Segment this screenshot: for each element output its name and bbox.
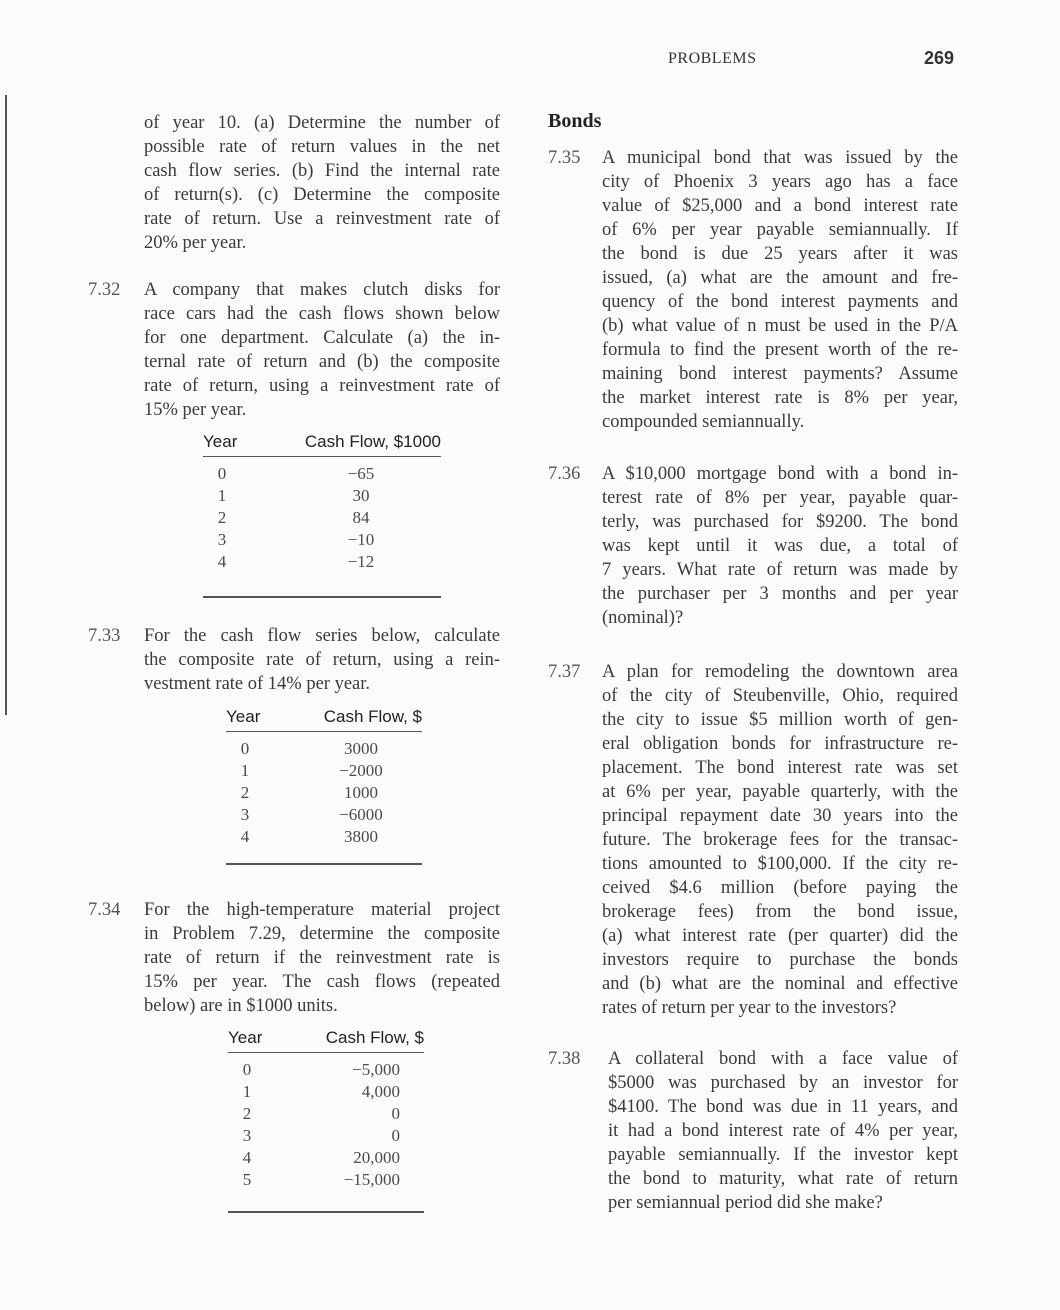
cash-flow-cell: 4,000 bbox=[361, 1082, 400, 1101]
cash-flow-cell: 1000 bbox=[344, 783, 378, 802]
year-cell: 1 bbox=[242, 1082, 252, 1101]
text-line: the purchaser per 3 months and per year bbox=[602, 584, 958, 604]
cash-flow-cell: 30 bbox=[352, 486, 370, 505]
table-row bbox=[226, 782, 422, 804]
text-line: A municipal bond that was issued by the bbox=[602, 148, 958, 168]
table-bottom-rule bbox=[228, 1211, 424, 1213]
problem-7-33-text bbox=[144, 624, 500, 696]
year-cell: 4 bbox=[242, 1148, 252, 1167]
text-line: value of $25,000 and a bond interest rate bbox=[602, 196, 958, 216]
text-line: $5000 was purchased by an investor for bbox=[608, 1073, 958, 1093]
text-line: (nominal)? bbox=[602, 608, 684, 628]
table-row bbox=[228, 1169, 424, 1191]
year-cell: 4 bbox=[240, 827, 250, 846]
running-header: PROBLEMS bbox=[668, 50, 757, 67]
column-header: Year bbox=[203, 432, 241, 457]
problem-number: 7.38 bbox=[548, 1049, 581, 1069]
text-line: compounded semiannually. bbox=[602, 412, 805, 432]
text-line: terly, was purchased for $9200. The bond bbox=[602, 512, 958, 532]
text-line: the bond is due 25 years after it was bbox=[602, 244, 958, 264]
table-row bbox=[228, 1125, 424, 1147]
text-line: rates of return per year to the investors? bbox=[602, 998, 897, 1018]
text-line: city of Phoenix 3 years ago has a face bbox=[602, 172, 958, 192]
text-line: per semiannual period did she make? bbox=[608, 1193, 883, 1213]
text-line: A plan for remodeling the downtown area bbox=[602, 662, 958, 682]
text-line: below) are in $1000 units. bbox=[144, 996, 338, 1016]
problem-number: 7.35 bbox=[548, 148, 581, 168]
column-header: Cash Flow, $1000 bbox=[241, 432, 441, 457]
text-line: the market interest rate is 8% per year, bbox=[602, 388, 958, 408]
problem-7-34-text bbox=[144, 898, 500, 1018]
text-line: rate of return if the reinvestment rate is bbox=[144, 948, 500, 968]
cash-flow-cell: −65 bbox=[347, 464, 375, 483]
cash-flow-cell: 3800 bbox=[344, 827, 378, 846]
cash-flow-cell: 0 bbox=[391, 1104, 400, 1123]
table-row bbox=[228, 1053, 424, 1082]
column-header: Year bbox=[228, 1028, 266, 1053]
table-row bbox=[228, 1147, 424, 1169]
text-line: in Problem 7.29, determine the composite bbox=[144, 924, 500, 944]
year-cell: 1 bbox=[217, 486, 227, 505]
table-row bbox=[226, 760, 422, 782]
year-cell: 5 bbox=[242, 1170, 252, 1189]
section-heading: Bonds bbox=[548, 110, 602, 132]
text-line: the bond to maturity, what rate of return bbox=[608, 1169, 958, 1189]
table-row bbox=[203, 485, 441, 507]
text-line: quency of the bond interest payments and bbox=[602, 292, 958, 312]
text-line: issued, (a) what are the amount and fre- bbox=[602, 268, 958, 288]
text-line: (a) what interest rate (per quarter) did the bbox=[602, 926, 958, 946]
cash-flow-cell: 20,000 bbox=[353, 1148, 400, 1167]
text-line: terest rate of 8% per year, payable quar- bbox=[602, 488, 958, 508]
cash-flow-table-7-32 bbox=[203, 432, 441, 573]
year-cell: 0 bbox=[240, 739, 250, 758]
table-row bbox=[203, 551, 441, 573]
text-line: A company that makes clutch disks for bbox=[144, 280, 500, 300]
problem-number: 7.33 bbox=[88, 626, 121, 646]
text-line: the city to issue $5 million worth of gen- bbox=[602, 710, 958, 730]
text-line: 15% per year. bbox=[144, 400, 247, 420]
text-line: 20% per year. bbox=[144, 233, 247, 253]
table-row bbox=[203, 507, 441, 529]
text-line: was kept until it was due, a total of bbox=[602, 536, 958, 556]
table-row bbox=[203, 529, 441, 551]
cash-flow-cell: −10 bbox=[347, 530, 375, 549]
year-cell: 3 bbox=[242, 1126, 252, 1145]
text-line: cash flow series. (b) Find the internal rate bbox=[144, 161, 500, 181]
text-line: (b) what value of n must be used in the P/A bbox=[602, 316, 958, 336]
problem-number: 7.36 bbox=[548, 464, 581, 484]
problem-7-37-text bbox=[602, 660, 958, 1020]
column-header: Year bbox=[226, 707, 264, 732]
text-line: For the cash flow series below, calculate bbox=[144, 626, 500, 646]
problem-7-38-text bbox=[608, 1047, 958, 1215]
table-bottom-rule bbox=[203, 596, 441, 598]
text-line: race cars had the cash flows shown below bbox=[144, 304, 500, 324]
column-header: Cash Flow, $ bbox=[266, 1028, 424, 1053]
cash-flow-cell: 3000 bbox=[344, 739, 378, 758]
table-row bbox=[226, 826, 422, 848]
year-cell: 4 bbox=[217, 552, 227, 571]
problem-7-31-continuation bbox=[144, 111, 500, 255]
cash-flow-table-7-33 bbox=[226, 707, 422, 848]
problem-number: 7.32 bbox=[88, 280, 121, 300]
year-cell: 3 bbox=[217, 530, 227, 549]
text-line: at 6% per year, payable quarterly, with the bbox=[602, 782, 958, 802]
table-row bbox=[228, 1081, 424, 1103]
text-line: for one department. Calculate (a) the in- bbox=[144, 328, 500, 348]
text-line: investors require to purchase the bonds bbox=[602, 950, 958, 970]
text-line: tions amounted to $100,000. If the city re- bbox=[602, 854, 958, 874]
text-line: formula to find the present worth of the re- bbox=[602, 340, 958, 360]
text-line: the composite rate of return, using a rein- bbox=[144, 650, 500, 670]
year-cell: 2 bbox=[217, 508, 227, 527]
text-line: A collateral bond with a face value of bbox=[608, 1049, 958, 1069]
table-bottom-rule bbox=[226, 863, 422, 865]
text-line: brokerage fees) from the bond issue, bbox=[602, 902, 958, 922]
text-line: it had a bond interest rate of 4% per year, bbox=[608, 1121, 958, 1141]
year-cell: 2 bbox=[242, 1104, 252, 1123]
problem-7-32-text bbox=[144, 278, 500, 422]
text-line: future. The brokerage fees for the transac- bbox=[602, 830, 958, 850]
text-line: placement. The bond interest rate was set bbox=[602, 758, 958, 778]
year-cell: 1 bbox=[240, 761, 250, 780]
page-edge-rule bbox=[5, 95, 7, 715]
text-line: principal repayment date 30 years into the bbox=[602, 806, 958, 826]
text-line: rate of return. Use a reinvestment rate of bbox=[144, 209, 500, 229]
text-line: A $10,000 mortgage bond with a bond in- bbox=[602, 464, 958, 484]
text-line: of 6% per year payable semiannually. If bbox=[602, 220, 958, 240]
text-line: ceived $4.6 million (before paying the bbox=[602, 878, 958, 898]
cash-flow-cell: −15,000 bbox=[343, 1170, 400, 1189]
table-row bbox=[228, 1103, 424, 1125]
problem-7-35-text bbox=[602, 146, 958, 434]
text-line: of return(s). (c) Determine the composite bbox=[144, 185, 500, 205]
table-row bbox=[203, 457, 441, 486]
cash-flow-table-7-34 bbox=[228, 1028, 424, 1191]
text-line: payable semiannually. If the investor kept bbox=[608, 1145, 958, 1165]
cash-flow-cell: 0 bbox=[391, 1126, 400, 1145]
cash-flow-cell: −2000 bbox=[339, 761, 383, 780]
text-line: possible rate of return values in the net bbox=[144, 137, 500, 157]
text-line: of the city of Steubenville, Ohio, required bbox=[602, 686, 958, 706]
cash-flow-cell: 84 bbox=[352, 508, 370, 527]
text-line: 7 years. What rate of return was made by bbox=[602, 560, 958, 580]
problem-7-36-text bbox=[602, 462, 958, 630]
text-line: For the high-temperature material project bbox=[144, 900, 500, 920]
text-line: maining bond interest payments? Assume bbox=[602, 364, 958, 384]
year-cell: 2 bbox=[240, 783, 250, 802]
text-line: ternal rate of return and (b) the composite bbox=[144, 352, 500, 372]
problem-number: 7.37 bbox=[548, 662, 581, 682]
text-line: vestment rate of 14% per year. bbox=[144, 674, 371, 694]
text-line: and (b) what are the nominal and effective bbox=[602, 974, 958, 994]
text-line: eral obligation bonds for infrastructure re- bbox=[602, 734, 958, 754]
text-line: rate of return, using a reinvestment rate of bbox=[144, 376, 500, 396]
year-cell: 0 bbox=[242, 1060, 252, 1079]
text-line: 15% per year. The cash flows (repeated bbox=[144, 972, 500, 992]
cash-flow-cell: −12 bbox=[347, 552, 375, 571]
table-row bbox=[226, 804, 422, 826]
column-header: Cash Flow, $ bbox=[264, 707, 422, 732]
text-line: of year 10. (a) Determine the number of bbox=[144, 113, 500, 133]
cash-flow-cell: −5,000 bbox=[352, 1060, 400, 1079]
year-cell: 3 bbox=[240, 805, 250, 824]
cash-flow-cell: −6000 bbox=[339, 805, 383, 824]
page-number: 269 bbox=[924, 48, 955, 68]
text-line: $4100. The bond was due in 11 years, and bbox=[608, 1097, 958, 1117]
problem-number: 7.34 bbox=[88, 900, 121, 920]
table-row bbox=[226, 732, 422, 761]
year-cell: 0 bbox=[217, 464, 227, 483]
